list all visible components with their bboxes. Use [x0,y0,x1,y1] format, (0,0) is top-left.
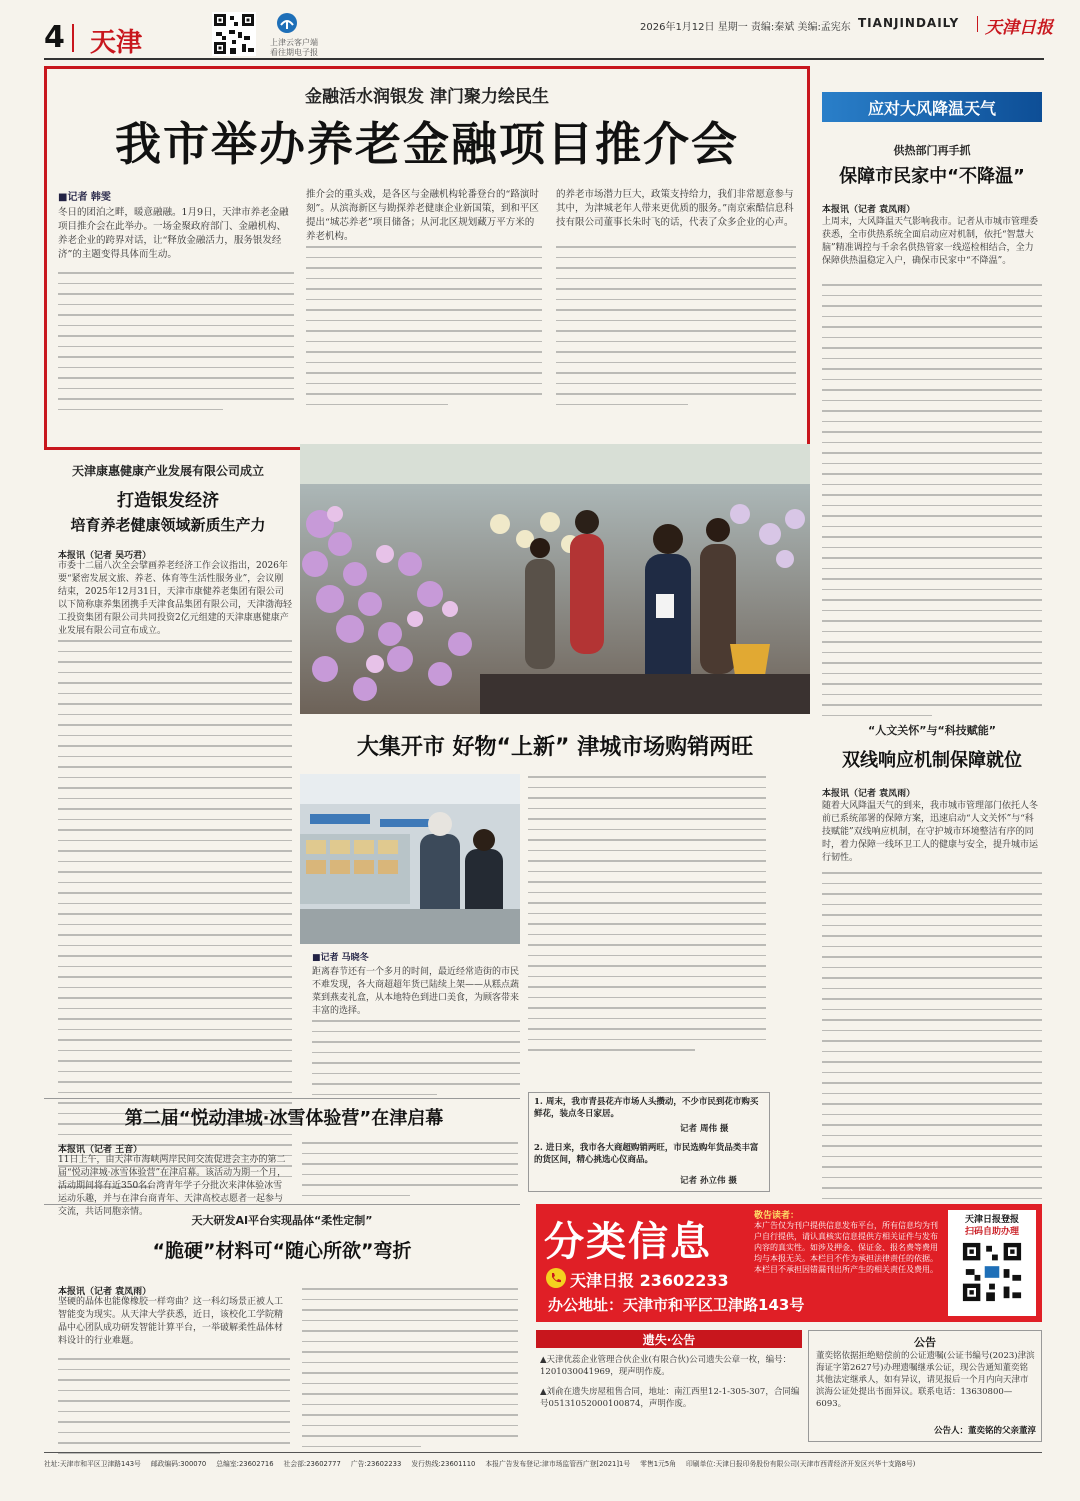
sidebar-top-text: 上周末，大风降温天气影响我市。记者从市城市管理委获悉，全市供热系统全面启动应对机制，依托“智慧大脑”精准调控与千余名供热管家一线巡检相结合，全力保障供热温稳定入户，确保市民家中“不降温”。 [822,217,1039,266]
section-title: 天津 [90,28,143,58]
footer-rule [44,1452,1042,1453]
left-story-kicker: 天津康惠健康产业发展有限公司成立 [71,464,264,478]
market-lines-col2 [528,776,766,1060]
photo-supermarket [300,774,520,944]
ai-lines-col2 [302,1288,518,1456]
ai-divider [44,1204,520,1205]
page-number: 4 [44,20,65,55]
footer-item: 零售1元5角 [640,1460,676,1468]
ice-lines-col2 [302,1142,518,1205]
lead-title: 我市举办养老金融项目推介会 [115,117,739,171]
lead-col1-lines [58,272,294,419]
sidebar-mid-text: 随着大风降温天气的到来，我市城市管理部门依托人冬前已系统部署的保障方案，迅速启动“人文关怀”与“科技赋能”双线响应机制，在守护城市环境整洁有序的同时，着力保障一线环卫工人的健康与安全，提升城市运行韧性。 [822,801,1039,863]
footer-item: 广告:23602233 [350,1460,402,1468]
footer [44,1458,1042,1468]
footer-item: 发行热线:23601110 [411,1460,476,1468]
ai-kicker: 天大研发AI平台实现晶体“柔性定制” [191,1214,373,1227]
sidebar-top-kicker: 供热部门再手抓 [893,144,971,157]
masthead-rule [44,58,1044,60]
lead-col3-lines [556,246,796,414]
lost-notice-header-text: 遗失·公告 [642,1333,696,1347]
sidebar-top-byline: 本报讯（记者 袁凤雨） [822,205,916,215]
phone-icon [546,1268,566,1288]
caption2: 2. 进日来，我市各大商超购销两旺，市民选购年货品类丰富的货区间，精心挑选心仪商品。 [534,1143,759,1165]
lead-kicker: 金融活水润银发 津门聚力绘民生 [305,87,549,107]
market-lines-col1 [312,1020,520,1104]
market-title: 大集开市 好物“上新” 津城市场购销两旺 [356,735,754,760]
ai-lines-col1 [58,1358,290,1463]
qr-title1: 天津日报登报 [964,1215,1019,1225]
classified-address: 办公地址：天津市和平区卫津路143号 [548,1296,805,1314]
brand-en: TIANJINDAILY [858,16,960,30]
classified-notice-text: 本广告仅为刊户提供信息发布平台，所有信息均为刊户自行提供，请认真核实信息提供方相关证件与发布内容的真实性。如涉及押金、保证金、报名费等费用均与本报无关。本栏目不作为承担法律责任的依据。本栏目不承担因错漏刊出所产生的相关责任及费用。 [754,1221,938,1274]
qr-title2: 扫码自助办理 [964,1227,1019,1237]
photo-flower-market [300,444,810,714]
ice-byline: 本报讯（记者 王音） [58,1145,143,1155]
footer-item: 本报广告发布登记:津市场监管西广登[2021]1号 [485,1460,631,1468]
ai-text: 坚硬的晶体也能像橡胶一样弯曲？这一科幻场景正被人工智能变为现实。从天津大学获悉，近日，该校化工学院精晶中心团队成功研发智能计算平台，一举破解柔性晶体材料设计的行业难题。 [58,1297,284,1346]
footer-item: 社址:天津市和平区卫津路143号 [44,1460,141,1468]
brand-divider [977,16,978,32]
announcement-text: 董奕铭依据拒绝赔偿前的公证遗嘱(公证书编号(2023)津滨海证字第2627号)办理遗嘱继承公证，现公告通知董奕铭其他法定继承人，如有异议，请见报后一个月内向天津市滨海公证处提出书面异议。联系电话：13630800—6093。 [816,1351,1035,1409]
ice-title: 第二届“悦动津城·冰雪体验营”在津启幕 [124,1108,444,1129]
left-story-byline: 本报讯（记者 吴巧君） [58,551,152,561]
announcement-header: 公告 [914,1336,936,1349]
lead-col2-lines [306,246,542,414]
sidebar-top-lines [822,284,1042,725]
left-story-title1: 打造银发经济 [117,491,219,511]
app-line2: 看往期电子报 [270,48,318,57]
masthead [0,0,1080,62]
lead-col1-text: 冬日的团泊之畔，暖意融融。1月9日，天津市养老金融项目推介会在此举办。一场金聚政府部门、金融机构、养老企业的跨界对话，让“释放金融活力，服务银发经济”的主题变得具体而生动。 [58,207,289,260]
caption1: 1. 周末，我市青县花卉市场人头攒动，不少市民到花市购买鲜花，装点冬日家居。 [534,1097,759,1119]
left-story-title2: 培育养老健康领域新质生产力 [70,516,266,534]
footer-item: 社会部:23602777 [283,1460,341,1468]
classified-title: 分类信息 [544,1219,712,1265]
sidebar-mid-byline: 本报讯（记者 袁凤雨） [822,789,916,799]
ice-divider [44,1098,520,1099]
left-story-text: 市委十二届八次全会擘画养老经济工作会议指出，2026年要“紧密发展文旅、养老、体育等生活性服务业”，会议刚结束，2025年12月31日，天津市康健养老集团有限公司以下简称康养集团携手天津食品集团有限公司，天津渤海轻工投资集团有限公司共同投资2亿元组建的天津康惠健康产业发展有限公司宣布成立。 [58,561,293,636]
qr-code-icon[interactable] [960,1240,1024,1304]
ice-text: 11日上午，由天津市海峡两岸民间交流促进会主办的第二届“悦动津城·冰雪体验营”在津启幕。该活动为期一个月，活动期间将有近350名台湾青年学子分批次来津体验冰雪运动乐趣，并与在津台商青年、天津高校志愿者一起参与交流，共话同胞亲情。 [58,1155,287,1217]
sidebar-mid-kicker: “人文关怀”与“科技赋能” [868,724,996,737]
sidebar-top-banner-text: 应对大风降温天气 [867,99,996,118]
market-byline: ■记者 马晓冬 [312,953,369,963]
classified-notice-title: 敬告读者： [754,1211,800,1221]
lost-notice-item1: ▲天津优蕊企业管理合伙企业(有限合伙)公司遗失公章一枚，编号：1201030041969，现声明作废。 [540,1355,792,1377]
ai-byline: 本报讯（记者 袁凤雨） [58,1287,152,1297]
brand-cn-logo: 天津日报 [985,18,1053,38]
sidebar-mid-title: 双线响应机制保障就位 [842,750,1022,771]
footer-item: 总编室:23602716 [216,1460,274,1468]
market-text: 距离春节还有一个多月的时间，最近经常造街的市民不难发现，各大商超超年货已陆续上架——从糕点蔬菜到燕麦礼盒，从本地特色到进口美食，为顾客带来丰富的选择。 [312,967,520,1016]
app-line1: 上津云客户端 [270,38,318,47]
announcement-signature: 公告人：董奕铭的父亲董淳 [933,1426,1036,1436]
date-and-editors: 2026年1月12日 星期一 责编:秦斌 美编:孟宪东 [640,22,851,33]
qr-code-icon [212,12,256,56]
footer-item: 印刷单位:天津日报印务股份有限公司(天津市西青经济开发区兴华十支路8号) [686,1460,916,1468]
credit2: 记者 孙立伟 摄 [680,1176,737,1186]
page-number-divider [72,24,74,52]
lost-notice-item2: ▲刘俞在遗失房屋租售合同，地址：南江西里12-1-305-307，合同编号05131052000100874，声明作废。 [540,1387,800,1409]
lead-col3-text: 的养老市场潜力巨大，政策支持给力，我们非常愿意参与其中，为津城老年人带来更优质的服务。”南京索酷信息科技有限公司董事长朱时飞的话，代表了众多企业的心声。 [556,189,794,228]
footer-item: 邮政编码:300070 [150,1460,207,1468]
sidebar-top-title: 保障市民家中“不降温” [839,166,1025,187]
lead-byline: ■记者 韩雯 [58,192,111,203]
credit1: 记者 周伟 摄 [680,1124,729,1134]
ai-title: “脆硬”材料可“随心所欲”弯折 [152,1240,412,1262]
lead-col2-text: 推介会的重头戏，是各区与金融机构轮番登台的“路演时刻”。从滨海新区与勘探养老健康企业新国策，到和平区提出“城芯养老”项目储备；从河北区规划藏万平方米的养老机构。 [306,189,539,242]
app-logo-icon [276,12,298,34]
classified-hotline: 天津日报 23602233 [570,1271,729,1290]
